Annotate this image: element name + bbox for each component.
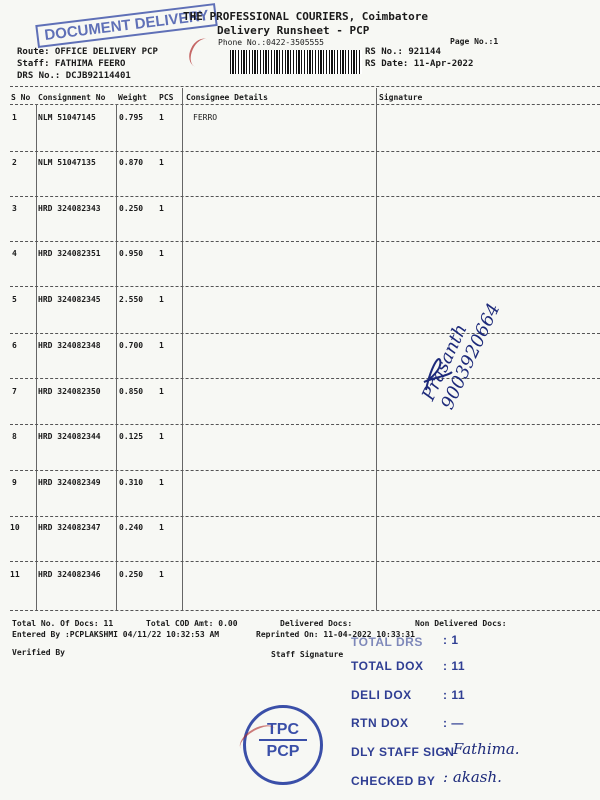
row-divider	[10, 424, 600, 425]
reprinted-on: Reprinted On: 11-04-2022 10:33:31	[256, 630, 415, 639]
row-consignment: NLM 51047145	[38, 113, 96, 122]
row-sno: 6	[12, 341, 17, 350]
staff-signature: Staff Signature	[271, 650, 344, 659]
non-delivered-docs: Non Delivered Docs:	[415, 619, 507, 628]
col-header-consignee: Consignee Details	[186, 93, 268, 102]
row-pcs: 1	[159, 341, 164, 350]
row-pcs: 1	[159, 478, 164, 487]
checked-by-value: : akash.	[443, 768, 502, 786]
row-pcs: 1	[159, 204, 164, 213]
total-dox-value: : 11	[443, 659, 466, 673]
col-header-weight: Weight	[118, 93, 147, 102]
row-sno: 2	[12, 158, 17, 167]
entered-by: Entered By :PCPLAKSHMI 04/11/22 10:32:53 AM	[12, 630, 220, 639]
row-sno: 10	[10, 523, 20, 532]
row-consignment: HRD 324082344	[38, 432, 101, 441]
row-divider	[10, 378, 600, 379]
row-pcs: 1	[159, 295, 164, 304]
row-sno: 9	[12, 478, 17, 487]
row-sno: 1	[12, 113, 17, 122]
row-weight: 0.310	[119, 478, 144, 487]
drs-number: DRS No.: DCJB92114401	[17, 71, 131, 81]
row-sno: 11	[10, 570, 20, 579]
route: Route: OFFICE DELIVERY PCP	[17, 47, 158, 57]
table-bottom-line	[10, 610, 600, 611]
row-weight: 2.550	[119, 295, 144, 304]
rtn-dox-label: RTN DOX	[351, 716, 409, 730]
row-weight: 0.700	[119, 341, 144, 350]
row-pcs: 1	[159, 113, 164, 122]
col-header-sno: S No	[11, 93, 31, 102]
row-consignment: HRD 324082343	[38, 204, 101, 213]
row-sno: 4	[12, 249, 17, 258]
delivered-docs: Delivered Docs:	[280, 619, 353, 628]
row-consignment: HRD 324082351	[38, 249, 101, 258]
row-sno: 5	[12, 295, 17, 304]
col-divider	[376, 88, 377, 610]
page-number: Page No.:1	[450, 37, 499, 46]
row-pcs: 1	[159, 523, 164, 532]
runsheet-title: Delivery Runsheet - PCP	[217, 24, 370, 37]
col-divider	[182, 88, 183, 610]
row-pcs: 1	[159, 249, 164, 258]
col-header-pcs: PCS	[159, 93, 174, 102]
row-sno: 8	[12, 432, 17, 441]
row-pcs: 1	[159, 387, 164, 396]
rs-date: RS Date: 11-Apr-2022	[365, 59, 474, 69]
company-name: THE PROFESSIONAL COURIERS, Coimbatore	[183, 10, 429, 23]
row-weight: 0.250	[119, 570, 144, 579]
stamp-line-tpc: TPC	[259, 721, 307, 741]
row-weight: 0.240	[119, 523, 144, 532]
verified-by: Verified By	[12, 648, 65, 657]
row-divider	[10, 470, 600, 471]
row-weight: 0.870	[119, 158, 144, 167]
row-consignment: HRD 324082349	[38, 478, 101, 487]
row-pcs: 1	[159, 432, 164, 441]
row-consignment: HRD 324082346	[38, 570, 101, 579]
col-header-consignment: Consignment No	[38, 93, 106, 102]
phone-number: Phone No.:0422-3505555	[218, 38, 324, 47]
row-divider	[10, 333, 600, 334]
signature-mark	[185, 35, 218, 71]
dly-staff-sign-value: : Fathima.	[443, 740, 520, 758]
col-divider	[116, 104, 117, 610]
row-divider	[10, 561, 600, 562]
col-header-signature: Signature	[379, 93, 423, 102]
rs-number: RS No.: 921144	[365, 47, 441, 57]
total-drs-value: : 1	[443, 633, 459, 647]
row-consignment: HRD 324082348	[38, 341, 101, 350]
row-divider	[10, 516, 600, 517]
rtn-dox-value: : —	[443, 716, 464, 730]
row-consignment: HRD 324082347	[38, 523, 101, 532]
col-divider	[36, 104, 37, 610]
row-weight: 0.795	[119, 113, 144, 122]
table-header-line	[10, 104, 600, 105]
deli-dox-value: : 11	[443, 688, 466, 702]
row-pcs: 1	[159, 158, 164, 167]
staff-name: Staff: FATHIMA FEERO	[17, 59, 126, 69]
row-consignment: HRD 324082350	[38, 387, 101, 396]
total-docs: Total No. Of Docs: 11	[12, 619, 114, 628]
row-sno: 7	[12, 387, 17, 396]
dly-staff-sign-label: DLY STAFF SIGN	[351, 745, 455, 759]
total-cod: Total COD Amt: 0.00	[146, 619, 238, 628]
row-divider	[10, 196, 600, 197]
document-delivery-stamp: DOCUMENT DELIVERY	[35, 3, 218, 48]
total-dox-label: TOTAL DOX	[351, 659, 424, 673]
row-weight: 0.250	[119, 204, 144, 213]
total-drs-label: TOTAL DRS	[351, 635, 423, 649]
checked-by-label: CHECKED BY	[351, 774, 436, 788]
barcode	[230, 50, 362, 74]
row-pcs: 1	[159, 570, 164, 579]
row-consignee: FERRO	[193, 113, 218, 122]
row-weight: 0.950	[119, 249, 144, 258]
row-weight: 0.125	[119, 432, 144, 441]
handwritten-name-phone: Prasanth 9003920664	[418, 300, 505, 413]
row-sno: 3	[12, 204, 17, 213]
row-consignment: HRD 324082345	[38, 295, 101, 304]
deli-dox-label: DELI DOX	[351, 688, 412, 702]
row-divider	[10, 151, 600, 152]
table-top-line	[10, 86, 600, 87]
stamp-line-pcp: PCP	[266, 743, 300, 760]
row-consignment: NLM 51047135	[38, 158, 96, 167]
row-weight: 0.850	[119, 387, 144, 396]
